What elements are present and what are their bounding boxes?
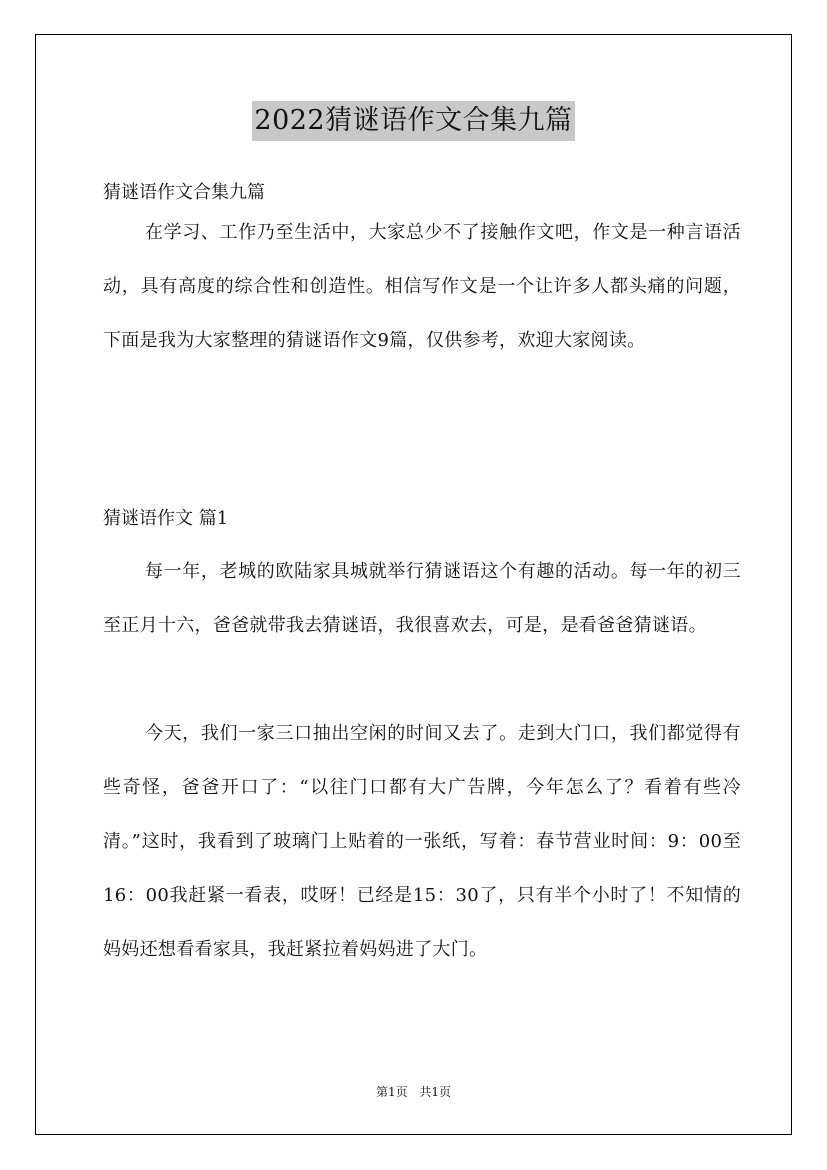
section-heading: 猜谜语作文 篇1 (103, 508, 229, 529)
page-number-total: 共1页 (419, 1085, 452, 1099)
body-paragraph-2: 今天，我们一家三口抽出空闲的时间又去了。走到大门口，我们都觉得有些奇怪，爸爸开口了：“以往门口都有大广告牌，今年怎么了？看着有些冷清。”这时，我看到了玻璃门上贴着的一张纸，写着：春节营业时间：9：00至16：00我赶紧一看表，哎呀！已经是15：30了，只有半个小时了！不知情的妈妈还想看看家具，我赶紧拉着妈妈进了大门。 (103, 723, 741, 960)
document-subtitle: 猜谜语作文合集九篇 (103, 182, 265, 203)
document-title (0, 101, 827, 141)
document-title-text: 2022猜谜语作文合集九篇 (252, 101, 574, 141)
page-footer (0, 1084, 827, 1100)
page-number-current: 第1页 (375, 1085, 408, 1099)
intro-paragraph: 在学习、工作乃至生活中，大家总少不了接触作文吧，作文是一种言语活动，具有高度的综合性和创造性。相信写作文是一个让许多人都头痛的问题，下面是我为大家整理的猜谜语作文9篇，仅供参考，欢迎大家阅读。 (103, 222, 741, 351)
body-paragraph-1: 每一年，老城的欧陆家具城就举行猜谜语这个有趣的活动。每一年的初三至正月十六，爸爸就带我去猜谜语，我很喜欢去，可是，是看爸爸猜谜语。 (103, 561, 741, 636)
